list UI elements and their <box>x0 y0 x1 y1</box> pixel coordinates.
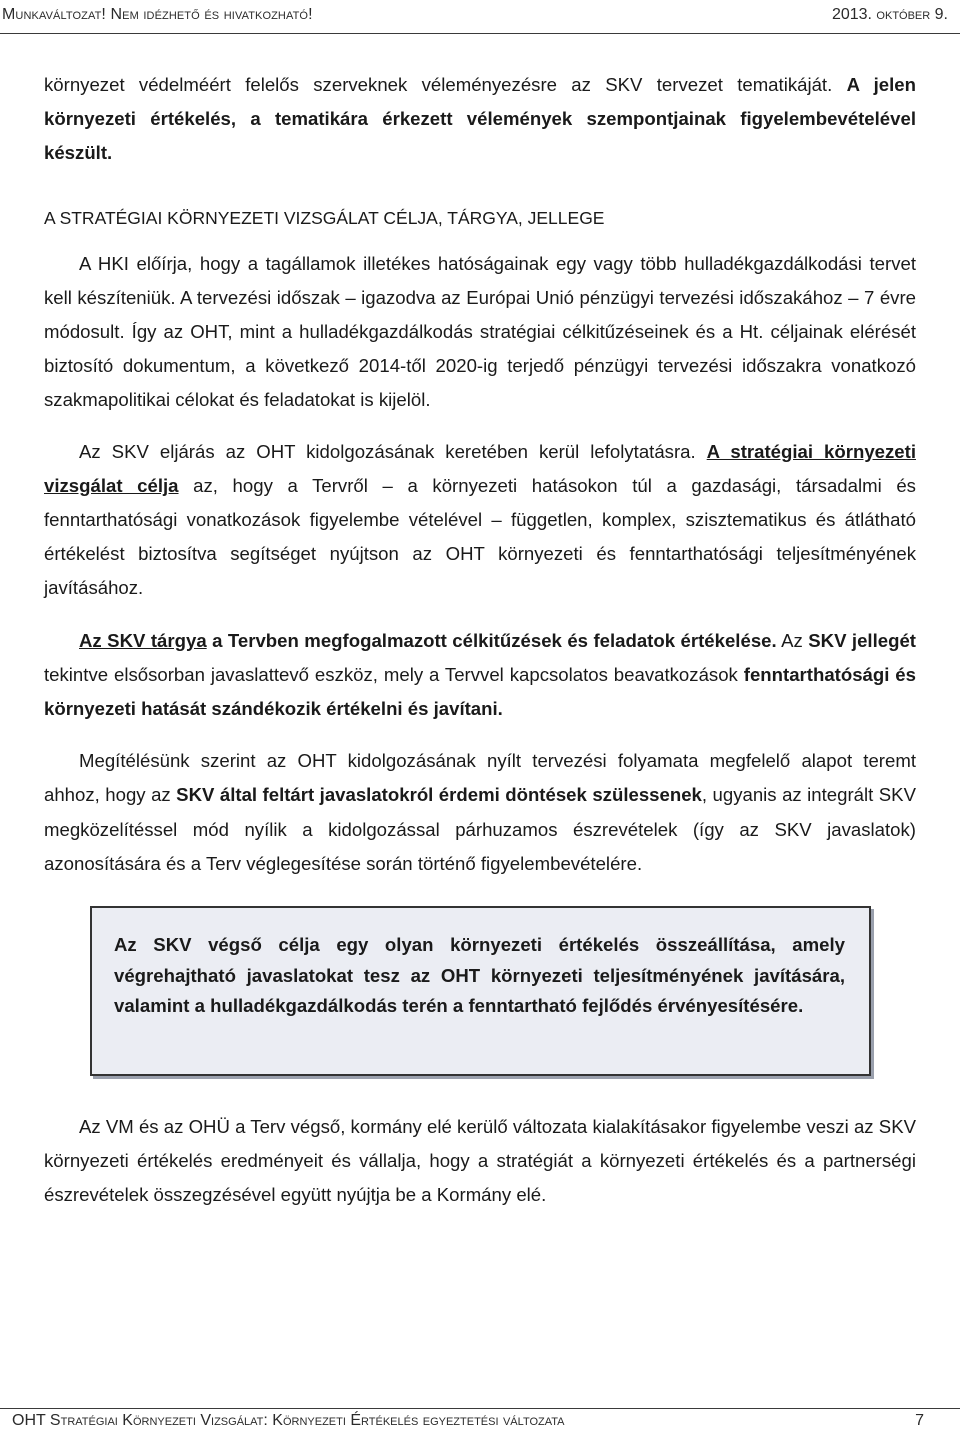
section-heading: A STRATÉGIAI KÖRNYEZETI VIZSGÁLAT CÉLJA, TÁRGYA, JELLEGE <box>44 207 605 228</box>
header-date: 2013. október 9. <box>831 6 948 23</box>
document-body <box>44 68 916 1213</box>
skv-character-term: SKV jellegét <box>808 629 916 651</box>
page-header <box>0 0 960 40</box>
skv-goal-term: A stratégiai környezeti vizsgálat célja <box>44 440 916 496</box>
highlight-box <box>90 906 871 1076</box>
footer-rule <box>0 1408 960 1409</box>
paragraph-skv-subject: Az SKV tárgya a Tervben megfogalmazott célkitűzések és feladatok értékelése. Az SKV jellegét tekintve elsősorban javaslattevő eszköz, mely a Tervvel kapcsolatos beavatkozások fenntarthatósági és környezeti hatását szándékozik értékelni és javítani. <box>44 629 916 720</box>
paragraph-hki: A HKI előírja, hogy a tagállamok illetékes hatóságainak egy vagy több hulladékgazdálkodási tervet kell készíteniük. A tervezési időszak – igazodva az Európai Unió pénzügyi tervezési időszakához – 7 évre módosult. Így az OHT, mint a hulladékgazdálkodás stratégiai célkitűzéseinek és a Ht. céljainak elérését biztosító dokumentum, a következő 2014-től 2020-ig terjedő pénzügyi tervezési időszakra vonatkozó szakmapolitikai célokat és feladatokat is kijelöl. <box>44 252 916 411</box>
paragraph-skv-goal: Az SKV eljárás az OHT kidolgozásának keretében kerül lefolytatásra. A stratégiai környezeti vizsgálat célja az, hogy a Tervről – a környezeti hatásokon túl a gazdasági, társadalmi és fenntarthatósági vonatkozások figyelembe vételével – független, komplex, szisztematikus és átlátható értékelést biztosítva segítséget nyújtson az OHT környezeti és fenntarthatósági teljesítményének javításához. <box>44 440 916 599</box>
intro-bold: A jelen környezeti értékelés, a tematikára érkezett vélemények szempontjainak figyelembevételével készült. <box>44 74 916 164</box>
page-footer <box>0 1408 960 1436</box>
header-rule <box>0 33 960 34</box>
skv-subject-term: Az SKV tárgya <box>79 629 207 651</box>
intro-paragraph: környezet védelméért felelős szerveknek véleményezésre az SKV tervezet tematikáját. A jelen környezeti értékelés, a tematikára érkezett vélemények szempontjainak figyelembevételével készült. <box>44 74 916 164</box>
highlight-box-text: Az SKV végső célja egy olyan környezeti értékelés összeállítása, amely végrehajtható javaslatokat tesz az OHT környezeti teljesítményének javítására, valamint a hulladékgazdálkodás terén a fenntartható fejlődés érvényesítésére. <box>114 934 845 1017</box>
footer-title: OHT Stratégiai Környezeti Vizsgálat: Környezeti Értékelés egyeztetési változata <box>12 1412 565 1429</box>
paragraph-assessment: Megítélésünk szerint az OHT kidolgozásának nyílt tervezési folyamata megfelelő alapot teremt ahhoz, hogy az SKV által feltárt javaslatokról érdemi döntések szülessenek, ugyanis az integrált SKV megközelítéssel mód nyílik a kidolgozással párhuzamos észrevételek (így az SKV javaslatok) azonosítására és a Terv véglegesítése során történő figyelembevételére. <box>44 750 916 874</box>
page-number: 7 <box>915 1412 924 1429</box>
paragraph-closing: Az VM és az OHÜ a Terv végső, kormány elé kerülő változata kialakításakor figyelembe veszi az SKV környezeti értékelés eredményeit és vállalja, hogy a stratégiát a környezeti értékelés és a partnerségi észrevételek összegzésével együtt nyújtja be a Kormány elé. <box>44 1116 916 1206</box>
header-disclaimer: Munkaváltozat! Nem idézhető és hivatkozható! <box>2 6 313 23</box>
